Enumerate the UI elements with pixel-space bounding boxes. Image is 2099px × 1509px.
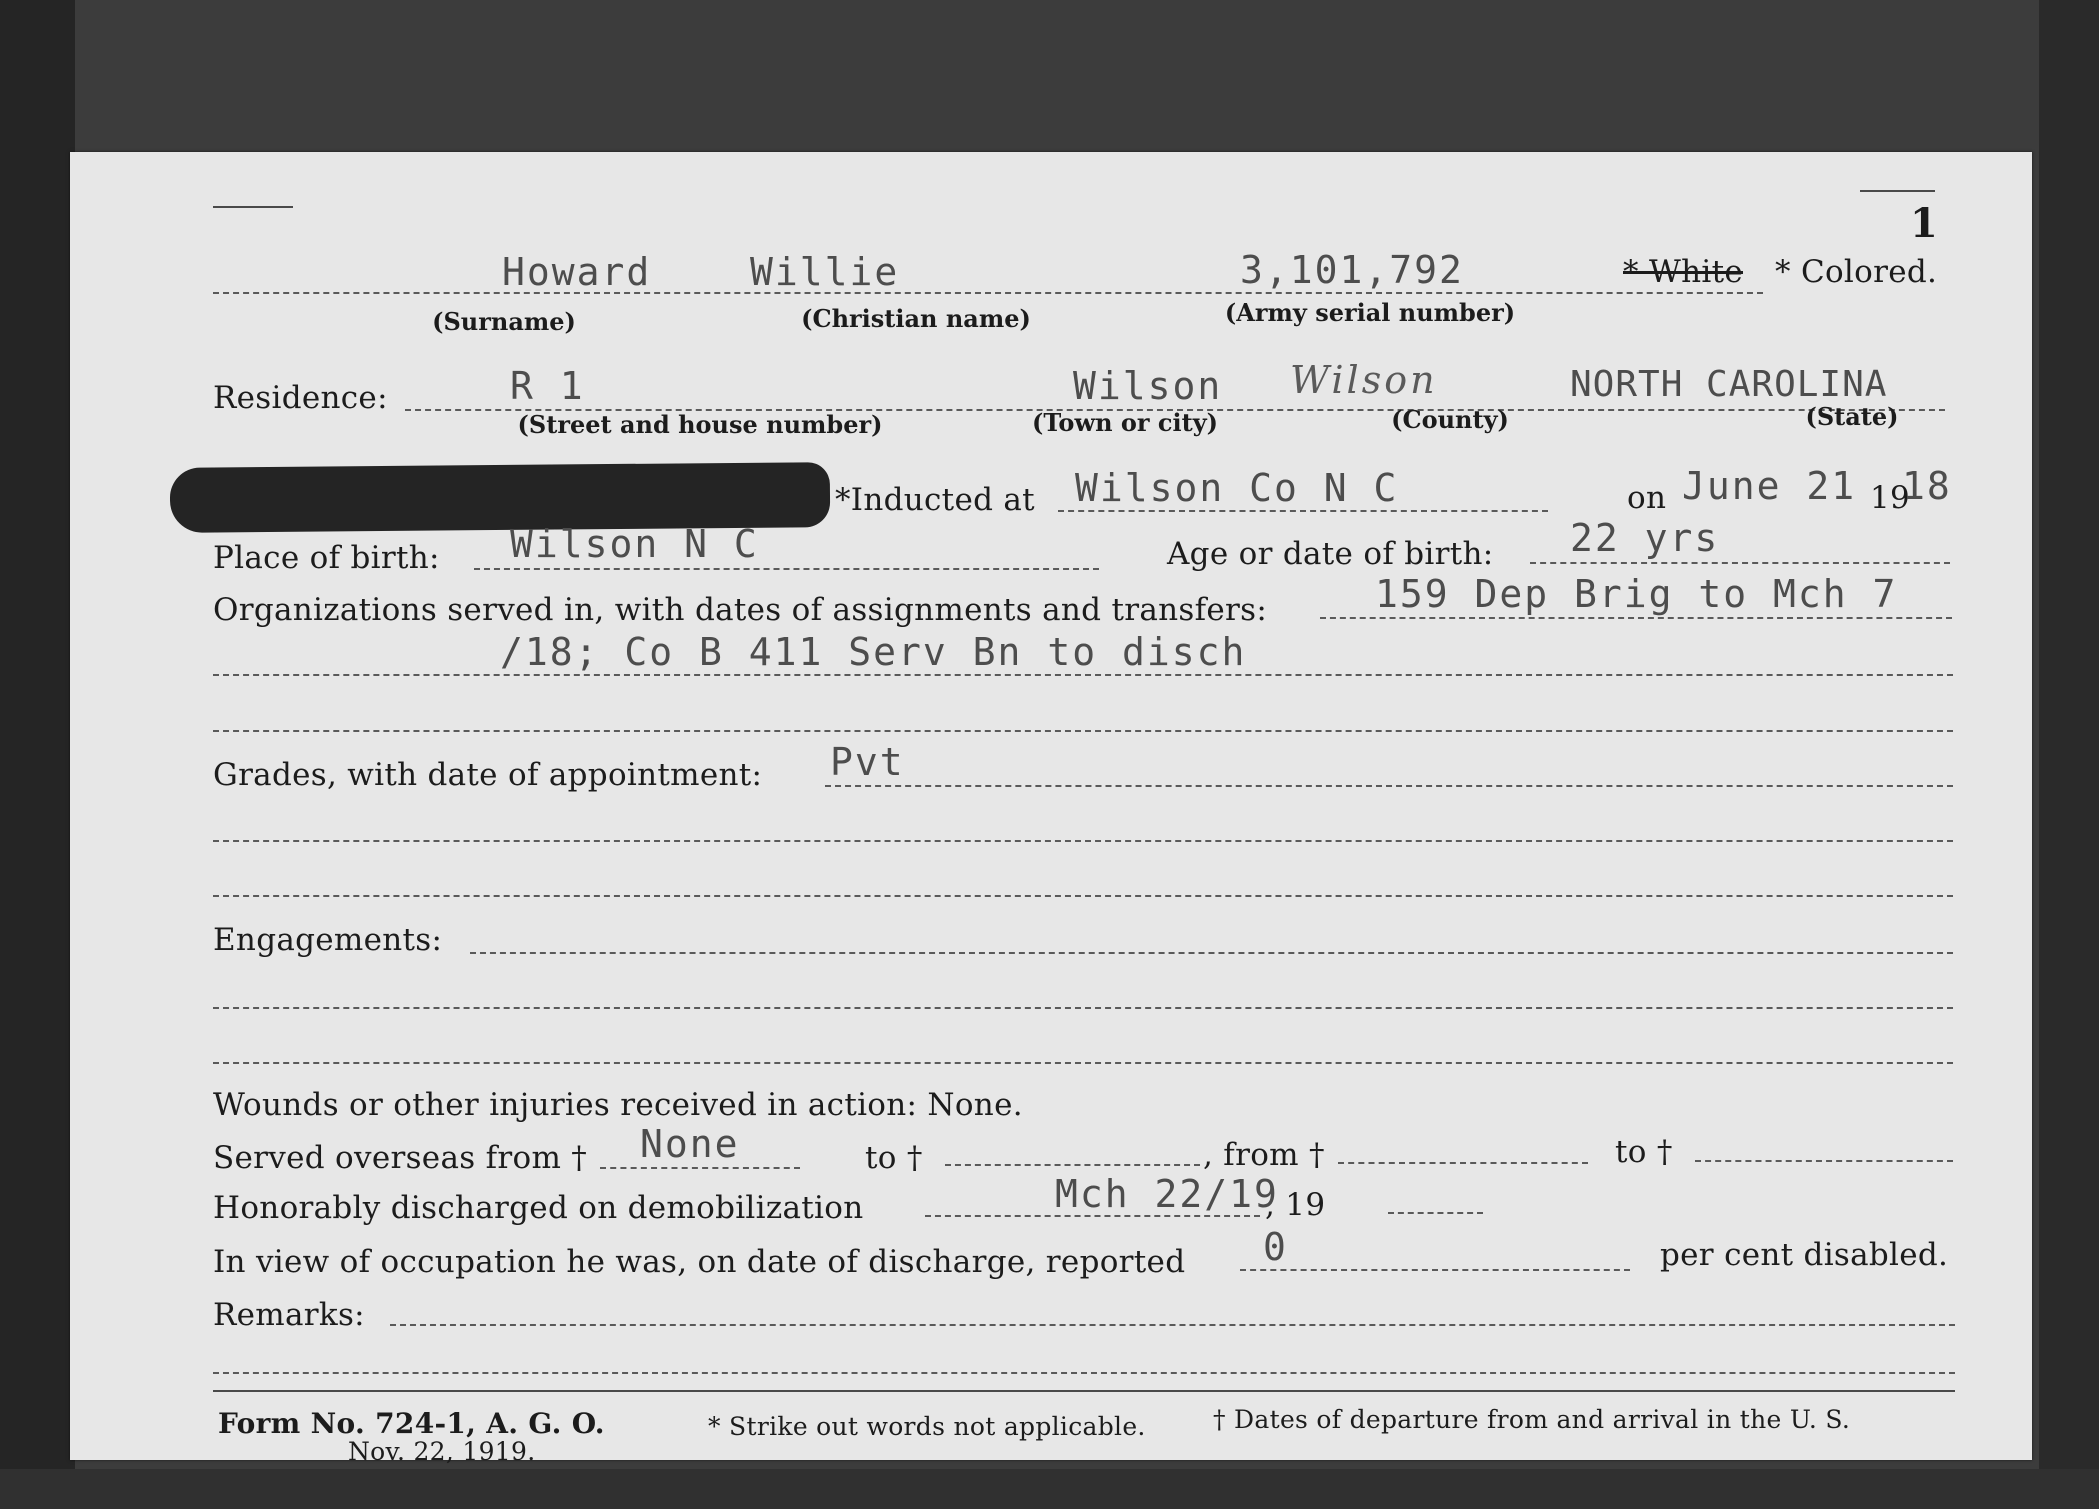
overseas-from2-label: , from † [1203, 1137, 1325, 1173]
overseas-to2-label: to † [1615, 1134, 1673, 1170]
christian-name-value: Willie [750, 250, 900, 294]
overseas-to-label: to † [865, 1140, 923, 1176]
engagements-line-3 [213, 1062, 1953, 1064]
caption-town: (Town or city) [1031, 408, 1219, 437]
remarks-line-2 [213, 1372, 1955, 1374]
strike-note: * Strike out words not applicable. [708, 1412, 1146, 1441]
disability-line [1240, 1269, 1630, 1271]
on-label: on [1627, 480, 1667, 516]
caption-christian-name: (Christian name) [801, 304, 1031, 333]
overseas-from-line [600, 1167, 800, 1169]
page-number: 1 [1910, 200, 1939, 247]
top-right-rule [1860, 190, 1935, 192]
induction-date-value: June 21 [1682, 464, 1857, 508]
caption-state: (State) [1805, 402, 1899, 431]
overseas-from-value: None [640, 1122, 740, 1166]
organizations-line-3 [213, 730, 1953, 732]
induction-year-prefix: 19 [1870, 480, 1911, 516]
residence-county-value: Wilson [1290, 358, 1438, 402]
residence-label: Residence: [213, 380, 388, 416]
dates-note: † Dates of departure from and arrival in the U. S. [1213, 1405, 1851, 1434]
surname-value: Howard [502, 250, 652, 294]
age-value: 22 yrs [1570, 516, 1720, 560]
discharge-date-value: Mch 22/19 [1055, 1172, 1279, 1216]
service-record-card [70, 152, 2032, 1466]
engagements-label: Engagements: [213, 922, 443, 958]
caption-surname: (Surname) [432, 307, 576, 336]
residence-town-value: Wilson [1073, 364, 1223, 408]
inducted-at-label: *Inducted at [835, 482, 1035, 518]
background-left [0, 0, 75, 1509]
residence-street-value: R 1 [510, 364, 585, 408]
organizations-line-2 [213, 674, 1953, 676]
background-bottom [0, 1469, 2099, 1509]
caption-county: (County) [1391, 405, 1509, 434]
race-white-option: * White [1623, 254, 1743, 290]
induction-year-suffix: 18 [1902, 464, 1952, 508]
overseas-to-line [945, 1164, 1200, 1166]
place-of-birth-line [474, 568, 1099, 570]
wounds-label: Wounds or other injuries received in action: None. [213, 1087, 1023, 1123]
engagements-line-2 [213, 1007, 1953, 1009]
disability-label: In view of occupation he was, on date of discharge, reported [213, 1244, 1186, 1280]
disability-value: 0 [1263, 1225, 1288, 1269]
remarks-label: Remarks: [213, 1297, 365, 1333]
discharge-year-line [1388, 1212, 1483, 1214]
discharge-year-label: , 19 [1265, 1187, 1326, 1223]
grades-line-1 [825, 785, 1953, 787]
discharge-label: Honorably discharged on demobilization [213, 1190, 864, 1226]
organizations-value-1: 159 Dep Brig to Mch 7 [1375, 572, 1898, 616]
footer-rule [213, 1390, 1955, 1392]
residence-state-value: NORTH CAROLINA [1570, 364, 1888, 405]
grades-line-3 [213, 895, 1953, 897]
caption-serial-number: (Army serial number) [1224, 298, 1516, 327]
remarks-line-1 [390, 1324, 1955, 1326]
serial-number-value: 3,101,792 [1240, 248, 1464, 292]
top-left-rule [213, 206, 293, 208]
inducted-place-value: Wilson Co N C [1075, 466, 1399, 510]
engagements-line-1 [470, 952, 1953, 954]
grades-label: Grades, with date of appointment: [213, 757, 763, 793]
overseas-to2-line [1695, 1160, 1953, 1162]
organizations-value-2: /18; Co B 411 Serv Bn to disch [500, 630, 1247, 674]
disability-suffix: per cent disabled. [1660, 1237, 1949, 1273]
place-of-birth-label: Place of birth: [213, 540, 440, 576]
age-line [1530, 562, 1950, 564]
race-colored-option: * Colored. [1775, 254, 1938, 290]
organizations-line-1 [1320, 617, 1952, 619]
overseas-from2-line [1338, 1162, 1588, 1164]
form-number: Form No. 724-1, A. G. O. [218, 1407, 605, 1440]
overseas-from-label: Served overseas from † [213, 1140, 588, 1176]
form-date: Nov. 22, 1919. [348, 1437, 536, 1466]
age-label: Age or date of birth: [1167, 536, 1494, 572]
grades-line-2 [213, 840, 1953, 842]
background-right [2039, 0, 2099, 1509]
organizations-label: Organizations served in, with dates of assignments and transfers: [213, 592, 1268, 628]
place-of-birth-value: Wilson N C [510, 522, 759, 566]
name-line [213, 292, 1763, 294]
grades-value: Pvt [830, 740, 905, 784]
inducted-line [1058, 510, 1548, 512]
caption-street: (Street and house number) [517, 410, 883, 439]
